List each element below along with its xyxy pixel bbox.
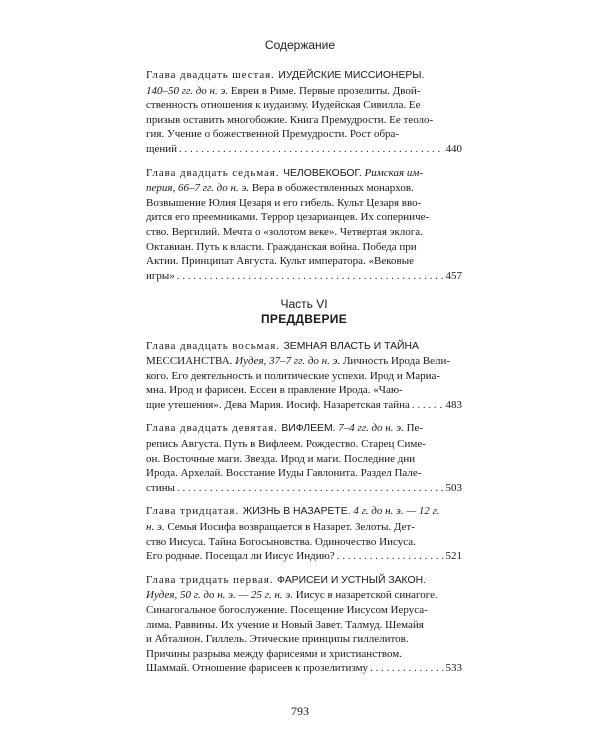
- toc-entry-text: Октавиан. Путь к власти. Гражданская война. Победа при: [146, 240, 417, 253]
- chapter-title: ИУДЕЙСКИЕ МИССИОНЕРЫ.: [278, 70, 425, 81]
- running-head: Содержание: [264, 38, 336, 52]
- toc-entry[interactable]: [146, 504, 462, 563]
- toc-entry-text: ственность отношения к иудаизму. Иудейская Сивилла. Ее: [146, 99, 421, 112]
- toc-entry-text: ство. Вергилий. Мечта о «золотом веке». Четвертая эклога.: [146, 225, 423, 238]
- toc-page-number[interactable]: 457: [445, 269, 462, 282]
- chapter-title: ЧЕЛОВЕКОБОГ.: [283, 167, 362, 179]
- toc-entry-leader-line: [146, 661, 462, 676]
- chapter-number: Глава двадцать девятая.: [146, 422, 282, 435]
- toc-page-number[interactable]: 440: [445, 142, 462, 155]
- chapter-title: ЗЕМНАЯ ВЛАСТЬ И ТАЙНА: [283, 340, 419, 352]
- dot-leader: [179, 142, 443, 157]
- part-heading: [146, 297, 462, 326]
- toc-entry-heading: Глава двадцать девятая. ВИФЛЕЕМ. 7–4 гг. до н. э. Пе-: [146, 422, 424, 435]
- chapter-number: Глава двадцать восьмая.: [146, 339, 284, 352]
- toc-entry-text: Иудея, 50 г. до н. э. — 25 г. н. э. Иисус в назаретской синагоге.: [146, 589, 438, 602]
- page-number: 793: [291, 704, 309, 718]
- toc-entry-text: игры»: [146, 269, 175, 282]
- toc-entry-text: Синагогальное богослужение. Посещение Иисусом Иеруса-: [146, 604, 428, 616]
- toc-entry-text: мна. Ирод и фарисеи. Ессеи в правление Ирода. «Чаю-: [146, 384, 403, 397]
- chapter-title: ЖИЗНЬ В НАЗАРЕТЕ.: [242, 506, 351, 518]
- toc-entry-text: призыв оставить многобожие. Книга Премудрости. Ее теоло-: [146, 113, 434, 126]
- dot-leader: [412, 398, 444, 413]
- toc-page-number[interactable]: 533: [445, 662, 462, 675]
- toc-entry-heading: [146, 573, 462, 589]
- chapter-number: Глава тридцать первая.: [146, 573, 278, 586]
- toc-entry[interactable]: [146, 339, 462, 413]
- toc-entry[interactable]: [146, 421, 462, 495]
- dot-leader: [177, 481, 444, 496]
- toc-entry-text: и Абталион. Гиллель. Этические принципы гиллелитов.: [146, 633, 409, 646]
- toc-entry-text: лима. Раввины. Их учение и Новый Завет. Талмуд. Шемайя: [146, 618, 424, 631]
- toc-entry-heading: [146, 339, 462, 355]
- toc-entry[interactable]: [146, 68, 462, 157]
- toc-entry-text: дится его преемниками. Террор цезарианцев. Их соперниче-: [146, 211, 430, 224]
- toc-entry-text: кого. Его деятельность и политические успехи. Ирод и Мариа-: [146, 369, 441, 382]
- toc-entry[interactable]: [146, 166, 462, 284]
- toc-entry-text: щений: [146, 142, 178, 155]
- toc-entry-text: Ирода. Архелай. Восстание Иуды Гавлонита. Раздел Пале-: [146, 467, 422, 480]
- toc-entry[interactable]: [146, 573, 462, 676]
- toc-entry-text: перия, 66–7 гг. до н. э. Вера в обожествленных монархов.: [146, 182, 414, 195]
- dot-leader: [370, 661, 443, 676]
- toc-entry-text: стины: [146, 481, 175, 494]
- toc-entry-heading: [146, 68, 462, 84]
- chapter-number: Глава тридцатая.: [146, 505, 243, 518]
- toc-page-number[interactable]: 483: [445, 398, 462, 411]
- part-label: Часть VI: [280, 297, 328, 312]
- chapter-title: ВИФЛЕЕМ.: [281, 423, 336, 435]
- toc-entry-text: щие утешения». Дева Мария. Иосиф. Назаретская тайна: [146, 398, 410, 411]
- toc-entry-leader-line: [146, 481, 462, 496]
- toc-entry-leader-line: [146, 269, 462, 284]
- toc-section-bottom: [146, 339, 462, 676]
- toc-entry-text: 140–50 гг. до н. э. Евреи в Риме. Первые прозелиты. Двой-: [146, 84, 421, 97]
- dot-leader: [337, 549, 444, 564]
- toc-entry-text: Возвышение Юлия Цезаря и его гибель. Культ Цезаря вво-: [146, 196, 422, 209]
- toc-entry-text: он. Восточные маги. Звезда. Ирод и маги. Последние дни: [146, 452, 416, 465]
- dot-leader: [177, 269, 444, 284]
- part-title: ПРЕДДВЕРИЕ: [260, 311, 348, 326]
- chapter-number: Глава двадцать шестая.: [146, 69, 279, 81]
- toc-entry-text: н. э. Семья Иосифа возвращается в Назарет. Зелоты. Дет-: [146, 521, 415, 534]
- toc-entry-heading: Глава двадцать седьмая. ЧЕЛОВЕКОБОГ. Римская им-: [146, 166, 424, 179]
- toc-section-top: [146, 68, 462, 283]
- toc-entry-leader-line: [146, 398, 462, 413]
- toc-entry-text: репись Августа. Путь в Вифлеем. Рождество. Старец Симе-: [146, 438, 426, 451]
- toc-entry-leader-line: [146, 142, 462, 157]
- toc-entry-text: Актии. Принципат Августа. Культ императора. «Вековые: [146, 255, 415, 268]
- toc-entry-text: гия. Учение о божественной Премудрости. Рост обра-: [146, 128, 400, 141]
- toc-entry-text: Причины разрыва между фарисеями и христианством.: [146, 647, 402, 660]
- toc-entry-text: ство Иисуса. Тайна Богосыновства. Одиночество Иисуса.: [146, 535, 416, 548]
- toc-entry-text: Шаммай. Отношение фарисеев к прозелитизму: [146, 662, 369, 675]
- toc-entry-text: МЕССИАНСТВА. Иудея, 37–7 гг. до н. э. Личность Ирода Вели-: [146, 355, 451, 368]
- chapter-title: ФАРИСЕИ И УСТНЫЙ ЗАКОН.: [277, 574, 426, 586]
- chapter-number: Глава двадцать седьмая.: [146, 166, 284, 179]
- toc-page-number[interactable]: 503: [445, 481, 462, 494]
- toc-page-number[interactable]: 521: [445, 550, 462, 563]
- toc-entry-text: Его родные. Посещал ли Иисус Индию?: [146, 550, 335, 563]
- toc-entry-leader-line: [146, 549, 462, 564]
- table-of-contents: [146, 68, 462, 685]
- toc-entry-heading: Глава тридцатая. ЖИЗНЬ В НАЗАРЕТЕ. 4 г. до н. э. — 12 г.: [146, 505, 440, 518]
